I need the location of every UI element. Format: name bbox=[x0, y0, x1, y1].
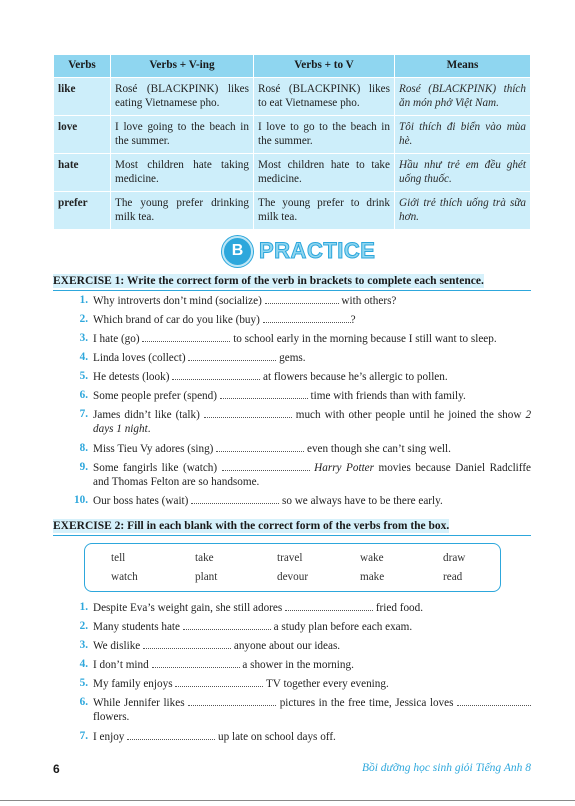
ving-example-cell: Most children hate taking medicine. bbox=[111, 154, 254, 192]
verb-cell: like bbox=[54, 78, 111, 116]
col-header-verbs: Verbs bbox=[54, 55, 111, 78]
answer-blank[interactable] bbox=[188, 350, 276, 361]
section-title: PRACTICE bbox=[259, 238, 376, 263]
word-box-item: wake bbox=[360, 552, 384, 564]
verb-cell: prefer bbox=[54, 192, 111, 230]
answer-blank[interactable] bbox=[220, 388, 308, 399]
word-box-item: make bbox=[360, 571, 385, 583]
table-row bbox=[54, 154, 531, 192]
answer-blank[interactable] bbox=[222, 460, 310, 471]
answer-blank[interactable] bbox=[188, 695, 276, 706]
section-badge-icon: B bbox=[222, 236, 253, 267]
answer-blank[interactable] bbox=[457, 695, 531, 706]
ving-example-cell: I love going to the beach in the summer. bbox=[111, 116, 254, 154]
word-box-item: read bbox=[443, 571, 463, 583]
table-row bbox=[54, 192, 531, 230]
document-page: Verbs Verbs + V-ing Verbs + to V Means like Rosé (BLACKPINK) likes eating Vietnamese pho. Rosé (BLACKPINK) likes to eat Vietnamese pho. Rosé (BLACKPINK) thích ăn món phở Việt Nam. love I love going to the beach in the summer. I love to go to the beach in the summer. Tôi thích đi biển vào mùa hè. hate Most children hate taking medicine. Most children hate to take medicine. Hầu như trẻ em đều ghét uống thuốc. prefer The young prefer drinking milk tea. The young prefer to drink milk tea. Giới trẻ thích uống trà sữa hơn. B PRACTICE EXERCISE 1: Write the correct form of the verb in brackets to complete each sentence. 1. Why introverts don’t mind (socialize) with others? 2. Which brand of car do you like (buy) ? 3. I hate (go) to school early in the morning because I still want to sleep. 4. Linda loves (collect) gems. 5. He detests (look) at flowers because he’s allergic to pollen. 6. Some people prefer (spend) time with friends than with family. 7. James didn’t like (talk) much with other people until he joined the show 2 days 1 night. 8. Miss Tieu Vy adores (sing) even though she can’t sing well. 9. Some fangirls like (watch) Harry Potter movies because Daniel Radcliffe and Thomas Felton are so handsome. 10. Our boss hates (wait) so we always have to be there early. EXERCISE 2: Fill in each blank with the correct form of the verbs from the box. tell take travel wake draw watch plant devour make read 1. Despite Eva’s weight gain, she still adores fried food. 2. Many students hate a study plan before each exam. 3. We dislike anyone about our ideas. 4. I don’t mind a shower in the morning. 5. My family enjoys TV together every evening. 6. While Jennifer likes pictures in the free time, Jessica loves flowers. 7. I enjoy up late on school days off. 6 Bồi dưỡng học sinh giỏi Tiếng Anh 8 bbox=[0, 0, 575, 806]
answer-blank[interactable] bbox=[183, 619, 271, 630]
word-box-item: watch bbox=[111, 571, 138, 583]
word-box-item: plant bbox=[195, 571, 218, 583]
tov-example-cell: I love to go to the beach in the summer. bbox=[254, 116, 395, 154]
answer-blank[interactable] bbox=[172, 369, 260, 380]
meaning-cell: Tôi thích đi biển vào mùa hè. bbox=[395, 116, 531, 154]
book-title-footer: Bồi dưỡng học sinh giỏi Tiếng Anh 8 bbox=[361, 762, 531, 774]
meaning-cell: Giới trẻ thích uống trà sữa hơn. bbox=[395, 192, 531, 230]
exercise-2-heading: EXERCISE 2: Fill in each blank with the correct form of the verbs from the box. bbox=[53, 517, 531, 536]
col-header-means: Means bbox=[395, 55, 531, 78]
col-header-tov: Verbs + to V bbox=[254, 55, 395, 78]
answer-blank[interactable] bbox=[263, 312, 351, 323]
verb-cell: hate bbox=[54, 154, 111, 192]
word-box-item: draw bbox=[443, 552, 466, 564]
word-box-item: tell bbox=[111, 552, 126, 564]
tov-example-cell: The young prefer to drink milk tea. bbox=[254, 192, 395, 230]
col-header-ving: Verbs + V-ing bbox=[111, 55, 254, 78]
verb-cell: love bbox=[54, 116, 111, 154]
footer-divider bbox=[0, 800, 575, 801]
exercise-1-heading: EXERCISE 1: Write the correct form of the verb in brackets to complete each sentence. bbox=[53, 272, 531, 291]
answer-blank[interactable] bbox=[191, 493, 279, 504]
answer-blank[interactable] bbox=[265, 293, 339, 304]
table-row bbox=[54, 78, 531, 116]
word-box-item: take bbox=[195, 552, 214, 564]
word-box-item: devour bbox=[277, 571, 309, 583]
answer-blank[interactable] bbox=[127, 729, 215, 740]
answer-blank[interactable] bbox=[142, 331, 230, 342]
practice-section-heading bbox=[222, 236, 375, 266]
word-box-item: travel bbox=[277, 552, 303, 564]
table-row bbox=[54, 116, 531, 154]
ving-example-cell: Rosé (BLACKPINK) likes eating Vietnamese pho. bbox=[111, 78, 254, 116]
answer-blank[interactable] bbox=[152, 657, 240, 668]
answer-blank[interactable] bbox=[175, 676, 263, 687]
table-header-row bbox=[54, 55, 531, 78]
ving-example-cell: The young prefer drinking milk tea. bbox=[111, 192, 254, 230]
answer-blank[interactable] bbox=[204, 407, 292, 418]
page-number: 6 bbox=[53, 762, 60, 776]
meaning-cell: Hầu như trẻ em đều ghét uống thuốc. bbox=[395, 154, 531, 192]
meaning-cell: Rosé (BLACKPINK) thích ăn món phở Việt Nam. bbox=[395, 78, 531, 116]
answer-blank[interactable] bbox=[216, 441, 304, 452]
tov-example-cell: Most children hate to take medicine. bbox=[254, 154, 395, 192]
tov-example-cell: Rosé (BLACKPINK) likes to eat Vietnamese pho. bbox=[254, 78, 395, 116]
answer-blank[interactable] bbox=[143, 638, 231, 649]
verb-pattern-table bbox=[53, 54, 531, 230]
answer-blank[interactable] bbox=[285, 600, 373, 611]
word-box bbox=[84, 543, 501, 592]
